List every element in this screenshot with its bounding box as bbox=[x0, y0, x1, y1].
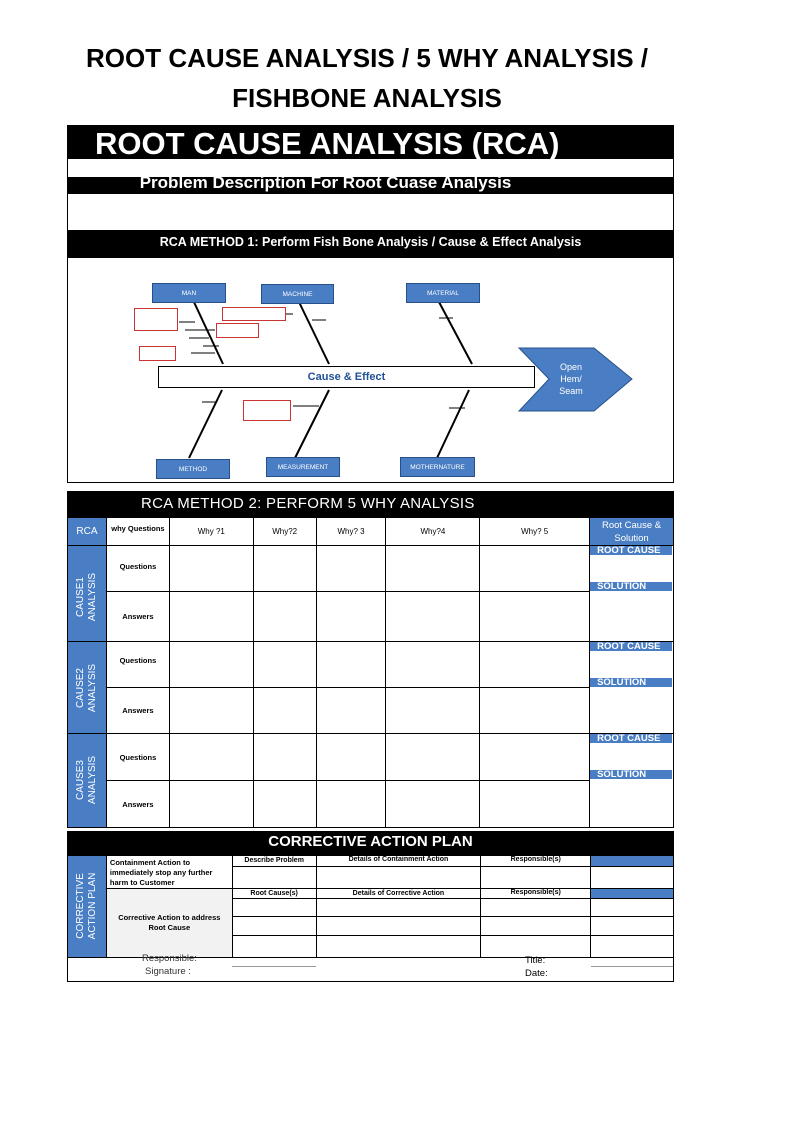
footer-signature-label: Signature : bbox=[145, 966, 191, 977]
cause1-questions-label: Questions bbox=[106, 546, 169, 592]
cause1-answers-label: Answers bbox=[106, 592, 169, 642]
cause3-a-why5[interactable] bbox=[480, 781, 590, 828]
bone-measurement bbox=[295, 390, 329, 458]
cause1-q-why1[interactable] bbox=[169, 546, 253, 592]
footer-date-label: Date: bbox=[525, 968, 548, 979]
cause3-a-why1[interactable] bbox=[169, 781, 253, 828]
describe-problem-header: Describe Problem bbox=[232, 856, 316, 867]
cause3-q-why2[interactable] bbox=[253, 734, 316, 781]
header-why1: Why ?1 bbox=[169, 518, 253, 546]
cause2-q-why3[interactable] bbox=[316, 642, 386, 688]
cause1-solution-tag: SOLUTION bbox=[590, 582, 672, 591]
category-method: METHOD bbox=[156, 459, 230, 479]
bone-material bbox=[439, 302, 472, 364]
header-why5: Why? 5 bbox=[480, 518, 590, 546]
cause2-solution-tag: SOLUTION bbox=[590, 678, 672, 687]
cause3-questions-label: Questions bbox=[106, 734, 169, 781]
corrective-responsible-input-1[interactable] bbox=[481, 899, 591, 917]
corrective-rootcause-input-1[interactable] bbox=[232, 899, 316, 917]
cap-side-label: CORRECTIVE ACTION PLAN bbox=[75, 872, 98, 940]
cause3-a-why2[interactable] bbox=[253, 781, 316, 828]
header-rca: RCA bbox=[68, 518, 107, 546]
cause3-q-why5[interactable] bbox=[480, 734, 590, 781]
cause3-q-why3[interactable] bbox=[316, 734, 386, 781]
subcause-box-2[interactable] bbox=[222, 307, 286, 321]
cap-side-cell bbox=[68, 856, 107, 958]
corrective-rootcause-input-3[interactable] bbox=[232, 936, 316, 958]
corrective-extra-input-2[interactable] bbox=[591, 917, 674, 936]
cause1-q-why3[interactable] bbox=[316, 546, 386, 592]
header-why-questions: why Questions bbox=[106, 518, 169, 546]
corrective-rootcause-input-2[interactable] bbox=[232, 917, 316, 936]
containment-responsible-input[interactable] bbox=[481, 866, 591, 888]
subcause-box-1[interactable] bbox=[134, 308, 178, 331]
cause3-a-why3[interactable] bbox=[316, 781, 386, 828]
category-machine: MACHINE bbox=[261, 284, 334, 304]
containment-details-input[interactable] bbox=[316, 866, 481, 888]
category-material: MATERIAL bbox=[406, 283, 480, 303]
corrective-details-input-3[interactable] bbox=[316, 936, 481, 958]
cause1-a-why3[interactable] bbox=[316, 592, 386, 642]
corrective-extra-input-3[interactable] bbox=[591, 936, 674, 958]
cause1-label: CAUSE1 ANALYSIS bbox=[75, 572, 98, 622]
subcause-box-3[interactable] bbox=[216, 323, 259, 338]
root-causes-header: Root Cause(s) bbox=[232, 889, 316, 899]
cause2-a-why3[interactable] bbox=[316, 688, 386, 734]
responsible-header: Responsible(s) bbox=[481, 856, 591, 867]
cause2-q-why1[interactable] bbox=[169, 642, 253, 688]
bone-method bbox=[189, 390, 222, 458]
method1-title: RCA METHOD 1: Perform Fish Bone Analysis / Cause & Effect Analysis bbox=[159, 235, 582, 249]
cause2-q-why2[interactable] bbox=[253, 642, 316, 688]
cause3-solution-cell[interactable] bbox=[590, 734, 674, 828]
footer-responsible-line[interactable] bbox=[232, 966, 316, 967]
cause2-a-why2[interactable] bbox=[253, 688, 316, 734]
header-why4: Why?4 bbox=[386, 518, 480, 546]
corrective-label: Corrective Action to address Root Cause bbox=[106, 889, 232, 958]
cause2-questions-label: Questions bbox=[106, 642, 169, 688]
cause1-label-cell bbox=[68, 546, 107, 642]
problem-description-label: Problem Description For Root Cuase Analysis bbox=[139, 177, 512, 192]
cause2-answers-label: Answers bbox=[106, 688, 169, 734]
document-title-line1: ROOT CAUSE ANALYSIS / 5 WHY ANALYSIS / bbox=[86, 43, 648, 73]
category-measurement: MEASUREMENT bbox=[266, 457, 340, 477]
containment-label: Containment Action to immediately stop any further harm to Customer bbox=[106, 856, 232, 889]
cause1-q-why5[interactable] bbox=[480, 546, 590, 592]
cause3-label-cell bbox=[68, 734, 107, 828]
rca-title: ROOT CAUSE ANALYSIS (RCA) bbox=[95, 126, 560, 161]
cause2-q-why4[interactable] bbox=[386, 642, 480, 688]
responsible-accent-1 bbox=[591, 856, 674, 867]
problem-description-field[interactable] bbox=[68, 194, 673, 230]
details-containment-header: Details of Containment Action bbox=[316, 856, 481, 867]
cap-title: CORRECTIVE ACTION PLAN bbox=[268, 833, 473, 850]
details-corrective-header: Details of Corrective Action bbox=[316, 889, 481, 899]
cause3-q-why1[interactable] bbox=[169, 734, 253, 781]
category-man: MAN bbox=[152, 283, 226, 303]
cause1-a-why4[interactable] bbox=[386, 592, 480, 642]
corrective-details-input-2[interactable] bbox=[316, 917, 481, 936]
five-why-table bbox=[67, 517, 674, 828]
cause3-q-why4[interactable] bbox=[386, 734, 480, 781]
cap-table bbox=[67, 855, 674, 958]
cause1-a-why5[interactable] bbox=[480, 592, 590, 642]
cause1-q-why2[interactable] bbox=[253, 546, 316, 592]
cause3-root-cause-tag: ROOT CAUSE bbox=[590, 734, 672, 743]
cause2-a-why4[interactable] bbox=[386, 688, 480, 734]
cause2-label: CAUSE2 ANALYSIS bbox=[75, 663, 98, 713]
header-why3: Why? 3 bbox=[316, 518, 386, 546]
subcause-box-5[interactable] bbox=[243, 400, 291, 421]
spine-box bbox=[158, 366, 535, 388]
effect-label: Open Hem/ Seam bbox=[559, 362, 583, 396]
method2-bar bbox=[67, 491, 674, 517]
header-root-cause-solution: Root Cause & Solution bbox=[590, 518, 674, 546]
footer-title-label: Title: bbox=[525, 955, 546, 966]
problem-description-bar bbox=[67, 177, 674, 194]
cause1-a-why1[interactable] bbox=[169, 592, 253, 642]
method2-title: RCA METHOD 2: PERFORM 5 WHY ANALYSIS bbox=[141, 495, 475, 512]
responsible-accent-2 bbox=[591, 889, 674, 899]
cause1-a-why2[interactable] bbox=[253, 592, 316, 642]
cause1-root-cause-tag: ROOT CAUSE bbox=[590, 546, 672, 555]
cause3-solution-tag: SOLUTION bbox=[590, 770, 672, 779]
cause3-label: CAUSE3 ANALYSIS bbox=[75, 755, 98, 805]
bone-machine bbox=[299, 302, 329, 364]
method1-bar bbox=[67, 230, 674, 258]
cause2-label-cell bbox=[68, 642, 107, 734]
bone-mothernature bbox=[437, 390, 469, 458]
header-why2: Why?2 bbox=[253, 518, 316, 546]
responsible-header-2: Responsible(s) bbox=[481, 889, 591, 899]
cause2-a-why1[interactable] bbox=[169, 688, 253, 734]
cap-bar bbox=[67, 831, 674, 855]
cause1-q-why4[interactable] bbox=[386, 546, 480, 592]
document-title bbox=[0, 38, 734, 118]
category-mothernature: MOTHERNATURE bbox=[400, 457, 475, 477]
cause2-q-why5[interactable] bbox=[480, 642, 590, 688]
cause2-a-why5[interactable] bbox=[480, 688, 590, 734]
spine-label: Cause & Effect bbox=[307, 371, 386, 383]
corrective-extra-input-1[interactable] bbox=[591, 899, 674, 917]
containment-extra-input[interactable] bbox=[591, 866, 674, 888]
footer-responsible-label: Responsible: bbox=[142, 953, 197, 964]
subcause-box-4[interactable] bbox=[139, 346, 176, 361]
containment-problem-input[interactable] bbox=[232, 866, 316, 888]
cause2-root-cause-tag: ROOT CAUSE bbox=[590, 642, 672, 651]
footer-title-line[interactable] bbox=[591, 966, 673, 967]
cause2-solution-cell[interactable] bbox=[590, 642, 674, 734]
corrective-responsible-input-2[interactable] bbox=[481, 917, 591, 936]
cause3-a-why4[interactable] bbox=[386, 781, 480, 828]
document-title-line2: FISHBONE ANALYSIS bbox=[232, 83, 502, 113]
corrective-details-input-1[interactable] bbox=[316, 899, 481, 917]
cause1-solution-cell[interactable] bbox=[590, 546, 674, 642]
rca-title-bar bbox=[67, 125, 674, 159]
cause3-answers-label: Answers bbox=[106, 781, 169, 828]
